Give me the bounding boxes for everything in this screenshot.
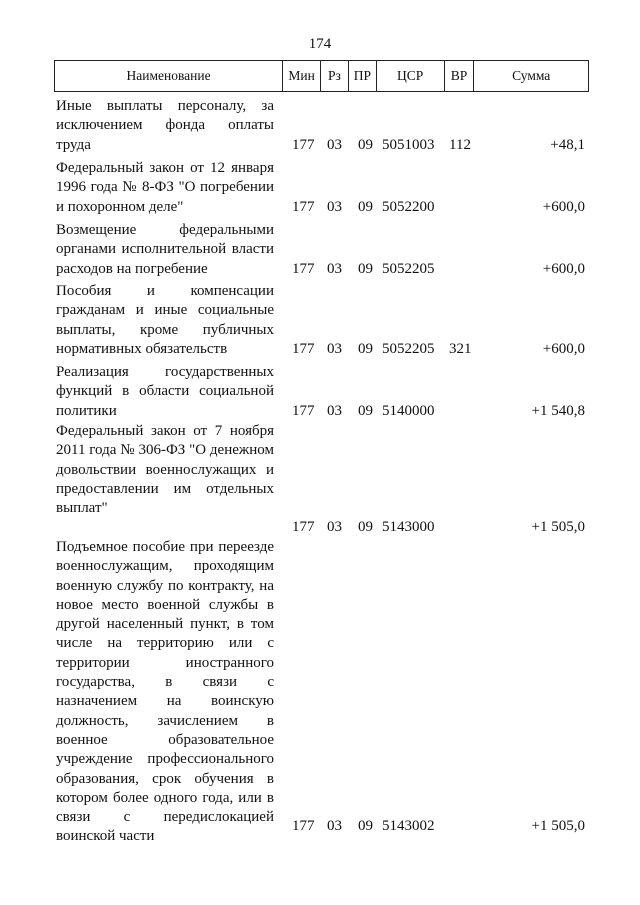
row-csr: 5143002	[382, 818, 435, 834]
row-sum: +1 505,0	[531, 818, 585, 834]
row-csr: 5052205	[382, 341, 435, 357]
row-sum: +600,0	[542, 341, 585, 357]
row-pr: 09	[358, 137, 373, 153]
row-name: Возмещение федеральными органами исполнительной власти расходов на погребение	[56, 222, 274, 277]
table-row	[56, 422, 589, 537]
row-csr: 5052205	[382, 261, 435, 277]
row-pr: 09	[358, 403, 373, 419]
row-name: Подъемное пособие при переезде военнослужащим, проходящим военную службу по контракту, на новое место военной службы в другой населенный пункт, в том числе на территорию или с территории иностранного государства, в связи с назначением на воинскую должность, зачислением в военное образовательное учреждение профессионального образования, срок обучения в котором более одного года, или в связи с передислокацией воинской части	[56, 539, 274, 845]
row-vr: 321	[449, 341, 472, 357]
row-min: 177	[292, 341, 315, 357]
row-vr: 112	[449, 137, 471, 153]
row-pr: 09	[358, 818, 373, 834]
row-sum: +1 540,8	[531, 403, 585, 419]
table-row	[56, 97, 589, 155]
row-csr: 5052200	[382, 199, 435, 215]
row-pr: 09	[358, 519, 373, 535]
row-min: 177	[292, 137, 315, 153]
row-codes	[56, 817, 589, 836]
row-sum: +600,0	[542, 199, 585, 215]
table-row	[56, 282, 589, 359]
row-rz: 03	[327, 261, 342, 277]
header-min: Мин	[283, 61, 321, 91]
row-sum: +600,0	[542, 261, 585, 277]
row-codes	[56, 260, 589, 279]
table-header	[54, 60, 589, 92]
header-pr: ПР	[349, 61, 377, 91]
row-name: Реализация государственных функций в области социальной политики	[56, 364, 274, 419]
row-codes	[56, 402, 589, 421]
row-rz: 03	[327, 403, 342, 419]
row-sum: +48,1	[550, 137, 585, 153]
row-pr: 09	[358, 199, 373, 215]
row-name: Федеральный закон от 12 января 1996 года № 8-ФЗ "О погребении и похоронном деле"	[56, 160, 274, 215]
row-codes	[56, 340, 589, 359]
row-pr: 09	[358, 261, 373, 277]
row-pr: 09	[358, 341, 373, 357]
row-codes	[56, 518, 589, 537]
page-number: 174	[308, 36, 332, 52]
row-codes	[56, 198, 589, 217]
row-csr: 5051003	[382, 137, 435, 153]
row-name: Иные выплаты персоналу, за исключением фонда оплаты труда	[56, 98, 274, 153]
row-rz: 03	[327, 137, 342, 153]
row-min: 177	[292, 519, 315, 535]
header-name: Наименование	[55, 61, 283, 91]
table-row	[56, 363, 589, 421]
table-row	[56, 159, 589, 217]
header-sum: Сумма	[512, 68, 551, 83]
row-rz: 03	[327, 199, 342, 215]
row-csr: 5143000	[382, 519, 435, 535]
header-rz: Рз	[321, 61, 349, 91]
row-name: Пособия и компенсации гражданам и иные социальные выплаты, кроме публичных нормативных обязательств	[56, 283, 274, 357]
row-rz: 03	[327, 818, 342, 834]
row-min: 177	[292, 261, 315, 277]
header-csr: ЦСР	[377, 61, 445, 91]
row-rz: 03	[327, 519, 342, 535]
row-min: 177	[292, 199, 315, 215]
table-row	[56, 221, 589, 279]
row-rz: 03	[327, 341, 342, 357]
row-csr: 5140000	[382, 403, 435, 419]
row-min: 177	[292, 818, 315, 834]
row-name: Федеральный закон от 7 ноября 2011 года № 306-ФЗ "О денежном довольствии военнослужащих и предоставлении им отдельных выплат"	[56, 423, 274, 517]
row-sum: +1 505,0	[531, 519, 585, 535]
row-min: 177	[292, 403, 315, 419]
table-row	[56, 538, 589, 845]
header-vr: ВР	[445, 61, 475, 91]
row-codes	[56, 136, 589, 155]
